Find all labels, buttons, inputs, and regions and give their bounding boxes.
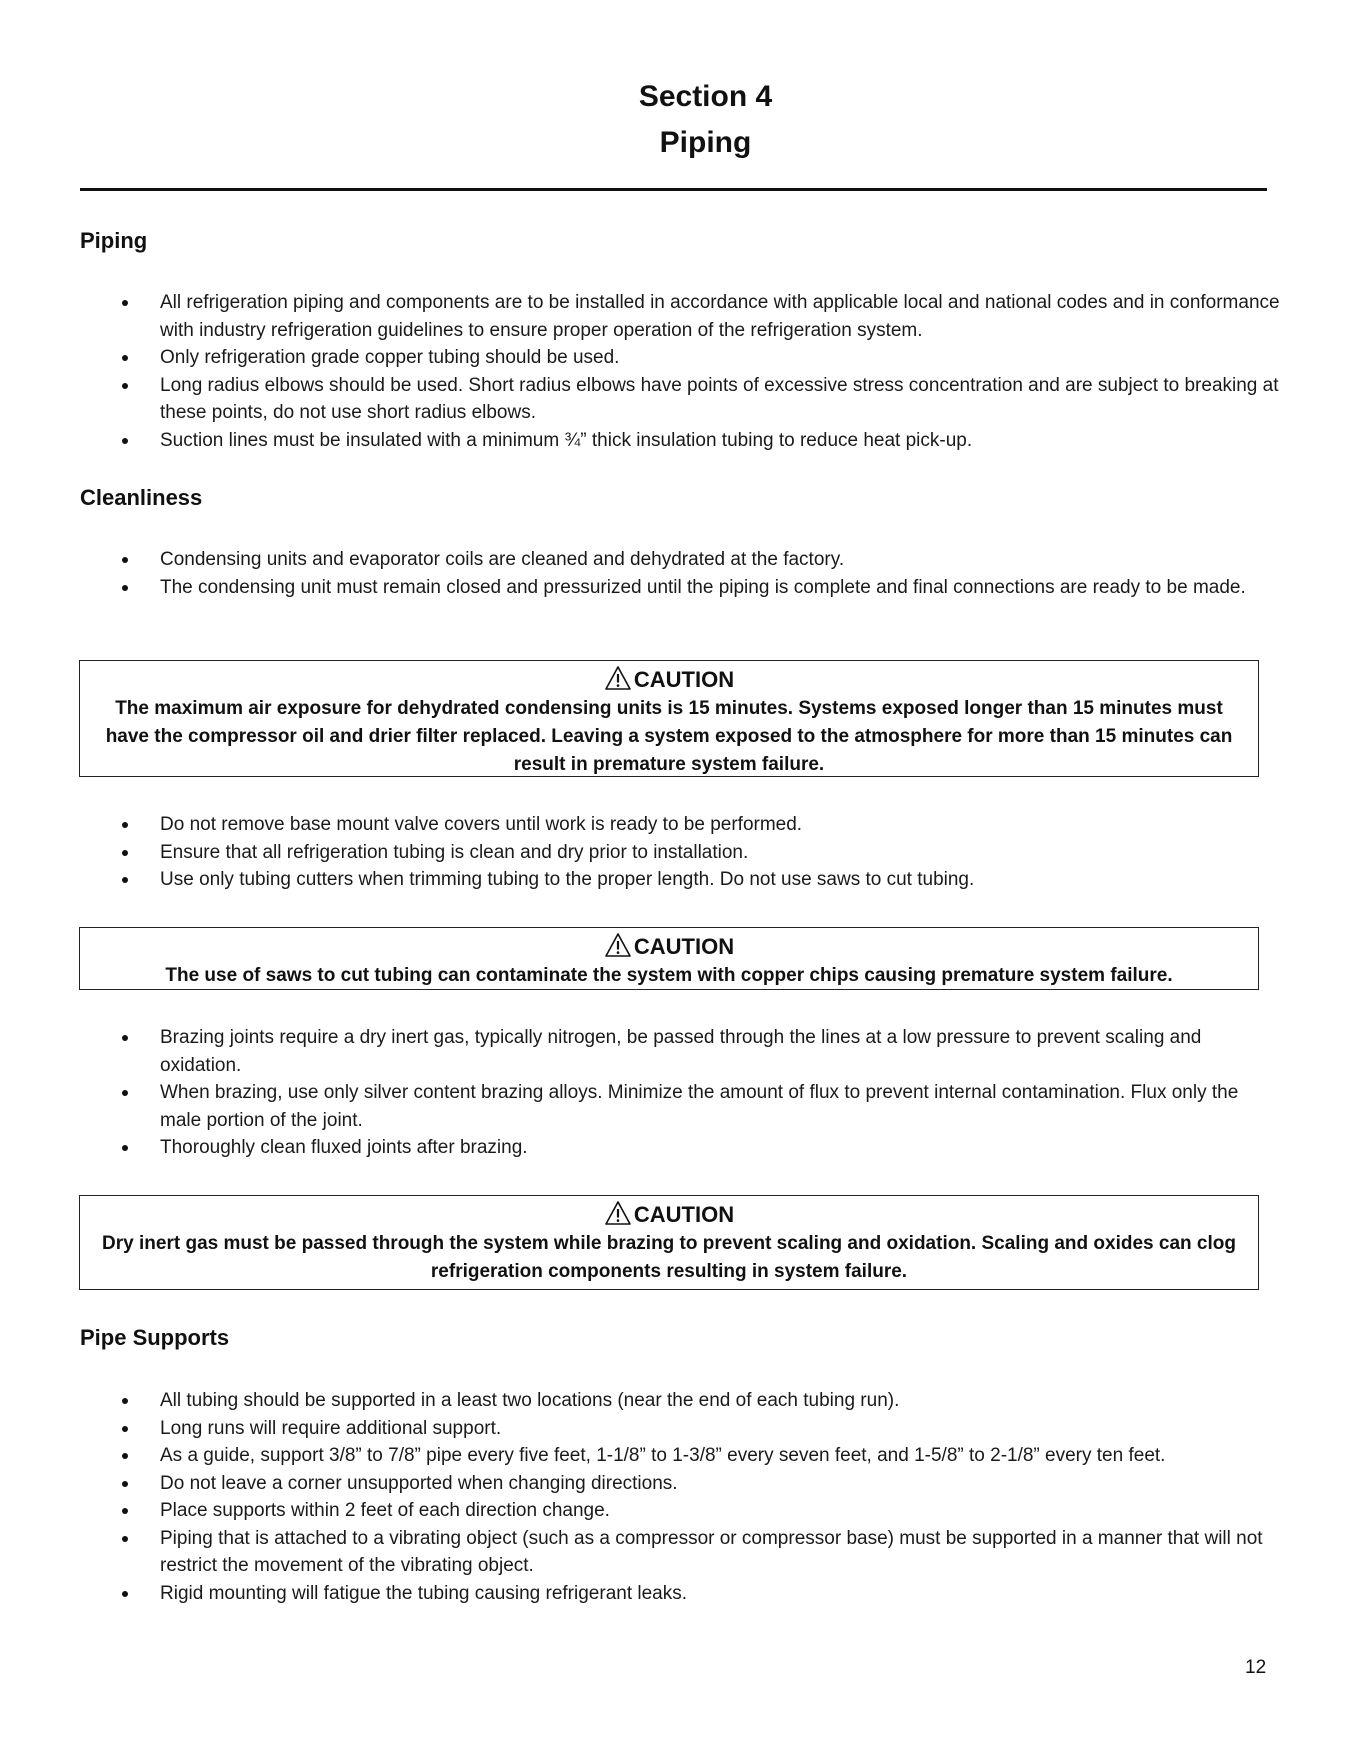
list-item xyxy=(0,289,1361,344)
warning-triangle-icon xyxy=(604,669,632,691)
bullet-icon xyxy=(122,557,128,563)
list-item-text: Do not remove base mount valve covers until work is ready to be performed. xyxy=(160,814,803,835)
section-heading-cleanliness: Cleanliness xyxy=(80,485,203,510)
caution-title xyxy=(92,665,1246,695)
list-item xyxy=(0,1470,1361,1498)
list-item-text: Thoroughly clean fluxed joints after brazing. xyxy=(160,1137,528,1158)
list-item-text: All refrigeration piping and components are to be installed in accordance with applicable local and national codes and in conformance with industry refrigeration guidelines to ensure proper operation of the refrigeration system. xyxy=(160,292,1280,341)
bullet-icon xyxy=(122,1426,128,1432)
list-item-text: The condensing unit must remain closed and pressurized until the piping is complete and final connections are ready to be made. xyxy=(160,576,1246,598)
list-item-text: Rigid mounting will fatigue the tubing causing refrigerant leaks. xyxy=(160,1582,688,1604)
list-item-text: Piping that is attached to a vibrating object (such as a compressor or compressor base) must be supported in a manner that will not restrict the movement of the vibrating object. xyxy=(160,1527,1263,1576)
list-item xyxy=(0,1079,1361,1134)
bullet-icon xyxy=(122,850,128,856)
bullet-icon xyxy=(122,877,128,883)
bullet-icon xyxy=(122,1591,128,1597)
bullet-icon xyxy=(122,1090,128,1096)
bullet-icon xyxy=(122,1536,128,1542)
brazing-bullet-list xyxy=(0,1024,1361,1162)
caution-box-saws xyxy=(79,927,1259,990)
bullet-icon xyxy=(122,1035,128,1041)
section-heading-piping: Piping xyxy=(80,228,148,253)
page-number: 12 xyxy=(1245,1657,1267,1678)
list-item-text: Ensure that all refrigeration tubing is clean and dry prior to installation. xyxy=(160,841,749,863)
list-item xyxy=(0,1497,1361,1525)
caution-title xyxy=(92,1200,1246,1230)
bullet-icon xyxy=(122,1508,128,1514)
pipe-supports-bullet-list xyxy=(0,1387,1361,1607)
list-item-text: Condensing units and evaporator coils are cleaned and dehydrated at the factory. xyxy=(160,549,845,570)
caution-label: CAUTION xyxy=(633,934,735,959)
list-item xyxy=(0,546,1361,574)
piping-bullet-list xyxy=(0,289,1361,454)
list-item-text: Brazing joints require a dry inert gas, typically nitrogen, be passed through the lines at a low pressure to prevent scaling and oxidation. xyxy=(160,1027,1202,1076)
tubing-prep-bullet-list xyxy=(0,811,1361,894)
list-item xyxy=(0,1387,1361,1415)
list-item xyxy=(0,344,1361,372)
section-heading-pipe-supports: Pipe Supports xyxy=(80,1325,230,1350)
list-item xyxy=(0,427,1361,455)
caution-label: CAUTION xyxy=(633,667,735,692)
list-item-text: As a guide, support 3/8” to 7/8” pipe every five feet, 1-1/8” to 1-3/8” every seven feet, and 1-5/8” to 2-1/8” every ten feet. xyxy=(160,1445,1166,1466)
list-item-text: Suction lines must be insulated with a minimum ¾” thick insulation tubing to reduce heat pick-up. xyxy=(160,429,973,451)
caution-title xyxy=(92,932,1246,962)
list-item xyxy=(0,1525,1361,1580)
list-item xyxy=(0,1134,1361,1162)
section-number: Section 4 xyxy=(638,80,773,113)
bullet-icon xyxy=(122,438,128,444)
caution-text: Dry inert gas must be passed through the system while brazing to prevent scaling and oxidation. Scaling and oxides can clog refrigeration components resulting in system failure. xyxy=(102,1233,1236,1282)
caution-label: CAUTION xyxy=(633,1202,735,1227)
list-item-text: Use only tubing cutters when trimming tubing to the proper length. Do not use saws to cut tubing. xyxy=(160,869,975,890)
warning-triangle-icon xyxy=(604,936,632,958)
list-item xyxy=(0,372,1361,427)
list-item xyxy=(0,1442,1361,1470)
bullet-icon xyxy=(122,1398,128,1404)
list-item-text: Long radius elbows should be used. Short radius elbows have points of excessive stress concentration and are subject to breaking at these points, do not use short radius elbows. xyxy=(160,374,1279,423)
bullet-icon xyxy=(122,1481,128,1487)
warning-triangle-icon xyxy=(604,1204,632,1226)
list-item-text: Long runs will require additional support. xyxy=(160,1417,502,1439)
list-item xyxy=(0,1580,1361,1608)
list-item xyxy=(0,811,1361,839)
list-item xyxy=(0,866,1361,894)
caution-box-air-exposure xyxy=(79,660,1259,777)
list-item-text: All tubing should be supported in a least two locations (near the end of each tubing run). xyxy=(160,1390,900,1411)
bullet-icon xyxy=(122,300,128,306)
bullet-icon xyxy=(122,355,128,361)
bullet-icon xyxy=(122,1145,128,1151)
list-item-text: Do not leave a corner unsupported when changing directions. xyxy=(160,1472,678,1494)
list-item-text: Place supports within 2 feet of each direction change. xyxy=(160,1500,610,1521)
bullet-icon xyxy=(122,822,128,828)
list-item xyxy=(0,839,1361,867)
page-title: Piping xyxy=(659,126,752,159)
list-item-text: Only refrigeration grade copper tubing should be used. xyxy=(160,347,620,368)
list-item-text: When brazing, use only silver content brazing alloys. Minimize the amount of flux to prevent internal contamination. Flux only the male portion of the joint. xyxy=(160,1082,1239,1131)
header-divider xyxy=(80,188,1267,191)
bullet-icon xyxy=(122,1453,128,1459)
bullet-icon xyxy=(122,383,128,389)
list-item xyxy=(0,1024,1361,1079)
caution-box-brazing xyxy=(79,1195,1259,1290)
caution-text: The maximum air exposure for dehydrated condensing units is 15 minutes. Systems exposed longer than 15 minutes must have the compressor oil and drier filter replaced. Leaving a system exposed to the atmosphere for more than 15 minutes can result in premature system failure. xyxy=(105,698,1233,775)
list-item xyxy=(0,574,1361,602)
cleanliness-bullet-list xyxy=(0,546,1361,601)
caution-text: The use of saws to cut tubing can contaminate the system with copper chips causing premature system failure. xyxy=(165,965,1173,986)
page-header xyxy=(0,74,1361,166)
bullet-icon xyxy=(122,585,128,591)
list-item xyxy=(0,1415,1361,1443)
